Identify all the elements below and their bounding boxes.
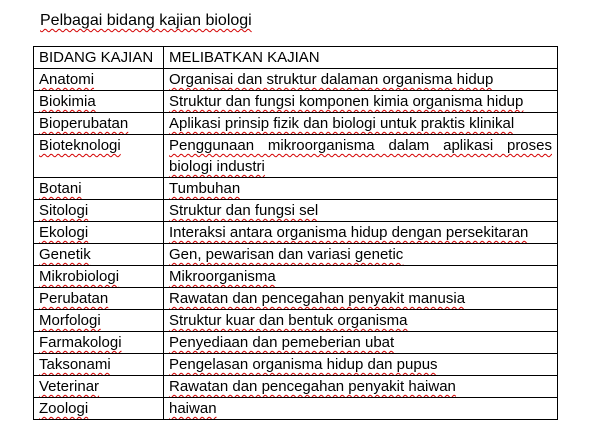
table-row bbox=[34, 310, 558, 332]
table-row bbox=[34, 376, 558, 398]
field-description-cell bbox=[164, 398, 558, 420]
field-name-cell bbox=[34, 178, 164, 200]
field-description-cell bbox=[164, 288, 558, 310]
field-name-cell bbox=[34, 200, 164, 222]
table-row bbox=[34, 178, 558, 200]
field-description-cell bbox=[164, 178, 558, 200]
field-name-cell bbox=[34, 354, 164, 376]
table-row bbox=[34, 113, 558, 135]
field-name-cell bbox=[34, 332, 164, 354]
field-name: Bioteknologi bbox=[39, 137, 121, 154]
field-name: Sitologi bbox=[39, 202, 89, 219]
field-description-cell bbox=[164, 310, 558, 332]
field-name: Anatomi bbox=[39, 71, 95, 88]
field-description: Pengelasan organisma hidup dan pupus bbox=[169, 356, 438, 373]
field-name: Zoologi bbox=[39, 400, 89, 417]
column-header-field: BIDANG KAJIAN bbox=[34, 47, 164, 69]
document-title: Pelbagai bidang kajian biologi bbox=[40, 12, 252, 29]
field-name: Bioperubatan bbox=[39, 115, 129, 132]
field-description-cell bbox=[164, 354, 558, 376]
field-description-cell bbox=[164, 332, 558, 354]
table-row bbox=[34, 266, 558, 288]
table-row bbox=[34, 288, 558, 310]
field-name-cell bbox=[34, 266, 164, 288]
field-name: Farmakologi bbox=[39, 334, 122, 351]
field-name: Biokimia bbox=[39, 93, 96, 110]
field-name: Veterinar bbox=[39, 378, 100, 395]
table-header-row bbox=[34, 47, 558, 69]
field-description: Mikroorganisma bbox=[169, 268, 276, 285]
field-description-cell bbox=[164, 266, 558, 288]
field-description-cell bbox=[164, 135, 558, 178]
field-name-cell bbox=[34, 288, 164, 310]
field-description-cell bbox=[164, 69, 558, 91]
field-name-cell bbox=[34, 398, 164, 420]
column-header-description: MELIBATKAN KAJIAN bbox=[164, 47, 558, 69]
table-row bbox=[34, 135, 558, 178]
field-name-cell bbox=[34, 113, 164, 135]
field-name: Ekologi bbox=[39, 224, 89, 241]
field-name: Taksonami bbox=[39, 356, 111, 373]
field-description: haiwan bbox=[169, 400, 217, 417]
field-description: Rawatan dan pencegahan penyakit haiwan bbox=[169, 378, 456, 395]
field-description-cell bbox=[164, 222, 558, 244]
table-row bbox=[34, 91, 558, 113]
field-name-cell bbox=[34, 69, 164, 91]
field-description: Organisai dan struktur dalaman organisma hidup bbox=[169, 71, 494, 88]
study-fields-table bbox=[33, 46, 558, 420]
field-description: Rawatan dan pencegahan penyakit manusia bbox=[169, 290, 466, 307]
field-description-cell bbox=[164, 200, 558, 222]
field-description: Struktur dan fungsi sel bbox=[169, 202, 319, 219]
field-name-cell bbox=[34, 91, 164, 113]
field-name-cell bbox=[34, 310, 164, 332]
table-row bbox=[34, 200, 558, 222]
field-description: Penggunaan mikroorganisma dalam aplikasi proses biologi industri bbox=[169, 137, 552, 175]
field-description: Tumbuhan bbox=[169, 180, 241, 197]
field-name-cell bbox=[34, 222, 164, 244]
field-description-cell bbox=[164, 376, 558, 398]
field-description: Penyediaan dan pemeberian ubat bbox=[169, 334, 395, 351]
field-description: Aplikasi prinsip fizik dan biologi untuk praktis klinikal bbox=[169, 115, 515, 132]
table-row bbox=[34, 69, 558, 91]
field-description: Struktur kuar dan bentuk organisma bbox=[169, 312, 408, 329]
field-description-cell bbox=[164, 244, 558, 266]
table-row bbox=[34, 244, 558, 266]
table-row bbox=[34, 354, 558, 376]
table-row bbox=[34, 332, 558, 354]
field-description: Gen, pewarisan dan variasi genetic bbox=[169, 246, 404, 263]
field-name-cell bbox=[34, 244, 164, 266]
field-name: Botani bbox=[39, 180, 82, 197]
field-name: Mikrobiologi bbox=[39, 268, 120, 285]
table-row bbox=[34, 222, 558, 244]
field-description-cell bbox=[164, 113, 558, 135]
field-description-cell bbox=[164, 91, 558, 113]
field-name: Perubatan bbox=[39, 290, 109, 307]
field-description: Struktur dan fungsi komponen kimia organisma hidup bbox=[169, 93, 524, 110]
field-name-cell bbox=[34, 135, 164, 178]
field-description: Interaksi antara organisma hidup dengan persekitaran bbox=[169, 224, 529, 241]
field-name-cell bbox=[34, 376, 164, 398]
table-row bbox=[34, 398, 558, 420]
table-body bbox=[34, 47, 558, 420]
field-name: Morfologi bbox=[39, 312, 101, 329]
field-name: Genetik bbox=[39, 246, 91, 263]
